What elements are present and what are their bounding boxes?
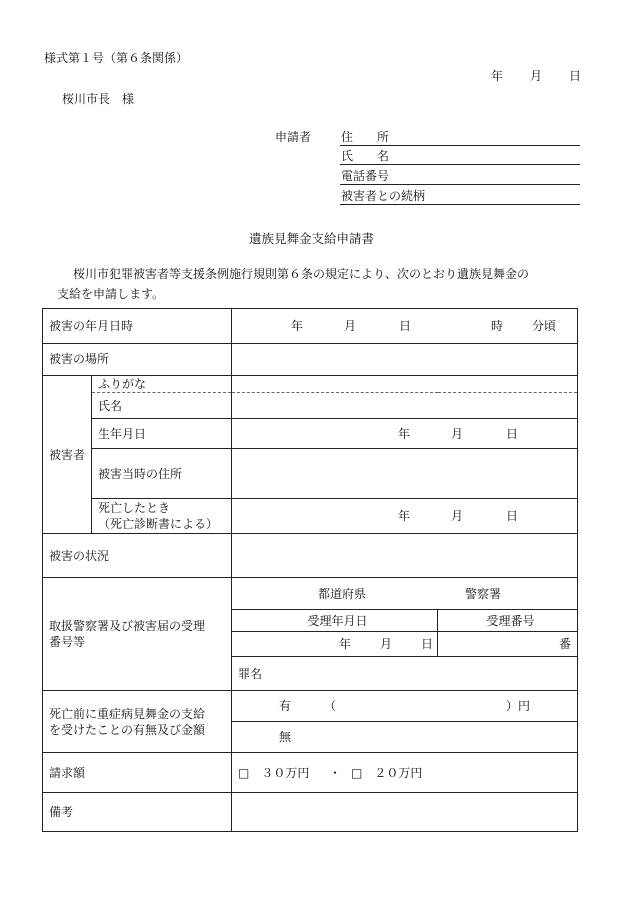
prior-payment-label: [43, 691, 232, 753]
application-table: [42, 308, 578, 832]
birthdate-label: 生年月日: [92, 419, 232, 449]
option-300k-checkbox[interactable]: □ ３０万円: [238, 765, 310, 780]
intro-line-2: 支給を申請します。: [57, 287, 165, 301]
date-month: 月: [530, 69, 543, 83]
addressee: 桜川市長 様: [62, 92, 135, 106]
damage-status-label: 被害の状況: [43, 534, 232, 578]
option-separator: ・: [329, 765, 342, 780]
applicant-address-line[interactable]: [340, 145, 580, 146]
damage-place-label: 被害の場所: [43, 344, 232, 376]
receipt-date-label: 受理年月日: [232, 610, 438, 632]
document-title: 遺族見舞金支給申請書: [249, 231, 375, 246]
address-at-time-label: 被害当時の住所: [92, 449, 232, 499]
death-month: 月: [451, 509, 464, 524]
claim-label: 請求額: [43, 753, 232, 793]
damage-status-field[interactable]: [232, 534, 578, 578]
paren-close-yen: ）円: [506, 699, 531, 714]
victim-label: 被害者: [43, 376, 92, 534]
police-label-line-2: 番号等: [49, 635, 86, 650]
crime-name-field[interactable]: [232, 657, 578, 691]
crime-name-label: 罪名: [238, 666, 263, 681]
intro-line-1: 桜川市犯罪被害者等支援条例施行規則第６条の規定により、次のとおり遺族見舞金の: [73, 267, 530, 281]
damage-minute: 分頃: [532, 318, 557, 333]
birthdate-field[interactable]: [232, 419, 578, 449]
applicant-phone-line[interactable]: [340, 184, 580, 185]
applicant-relation-label: 被害者との続柄: [341, 189, 426, 203]
furigana-field[interactable]: [232, 376, 578, 393]
address-at-time-field[interactable]: [232, 449, 578, 499]
prior-payment-yes: 有: [279, 699, 292, 714]
applicant-address-label: 住 所: [341, 130, 390, 144]
applicant-label: 申請者: [275, 130, 312, 144]
prior-payment-label-line-2: を受けたことの有無及び金額: [49, 722, 206, 737]
police-label: [43, 578, 232, 691]
prior-payment-no: 無: [279, 730, 292, 745]
option-200k-checkbox[interactable]: □ ２０万円: [351, 765, 423, 780]
damage-month: 月: [344, 318, 357, 333]
applicant-name-line[interactable]: [340, 164, 580, 165]
number-suffix: 番: [559, 637, 572, 652]
damage-year: 年: [291, 318, 304, 333]
receipt-number-label: 受理番号: [438, 610, 578, 632]
damage-place-field[interactable]: [232, 344, 578, 376]
furigana-label: ふりがな: [92, 376, 232, 393]
birth-year: 年: [398, 426, 411, 441]
police-label-line-1: 取扱警察署及び被害届の受理: [49, 619, 206, 633]
prior-payment-no-field[interactable]: [232, 722, 578, 753]
date-day: 日: [569, 69, 582, 83]
police-station-field[interactable]: [232, 578, 578, 610]
death-year: 年: [398, 509, 411, 524]
death-label-line-2: （死亡診断書による）: [98, 517, 219, 532]
receipt-year: 年: [339, 637, 352, 652]
paren-open: （: [324, 699, 337, 714]
death-date-label: [92, 499, 232, 534]
receipt-day: 日: [421, 637, 434, 652]
receipt-month: 月: [380, 637, 393, 652]
damage-datetime-label: 被害の年月日時: [43, 309, 232, 344]
applicant-name-label: 氏 名: [341, 149, 390, 163]
death-label-line-1: 死亡したとき: [98, 501, 171, 515]
claim-field: [232, 753, 578, 793]
damage-datetime-field[interactable]: [232, 309, 578, 344]
applicant-relation-line[interactable]: [340, 204, 580, 205]
police-station-label: 警察署: [465, 586, 502, 601]
receipt-number-field[interactable]: [438, 632, 578, 657]
applicant-phone-label: 電話番号: [341, 169, 390, 183]
prior-payment-yes-field[interactable]: [232, 691, 578, 722]
death-date-field[interactable]: [232, 499, 578, 534]
damage-day: 日: [399, 318, 412, 333]
birth-day: 日: [506, 426, 519, 441]
remarks-label: 備考: [43, 793, 232, 832]
victim-name-field[interactable]: [232, 393, 578, 419]
receipt-date-field[interactable]: [232, 632, 438, 657]
birth-month: 月: [451, 426, 464, 441]
prefecture-label: 都道府県: [318, 586, 367, 601]
date-year: 年: [491, 69, 504, 83]
damage-hour: 時: [491, 318, 504, 333]
prior-payment-label-line-1: 死亡前に重症病見舞金の支給: [49, 706, 206, 721]
form-number: 様式第１号（第６条関係）: [44, 51, 189, 65]
death-day: 日: [506, 509, 519, 524]
remarks-field[interactable]: [232, 793, 578, 832]
victim-name-label: 氏名: [92, 393, 232, 419]
